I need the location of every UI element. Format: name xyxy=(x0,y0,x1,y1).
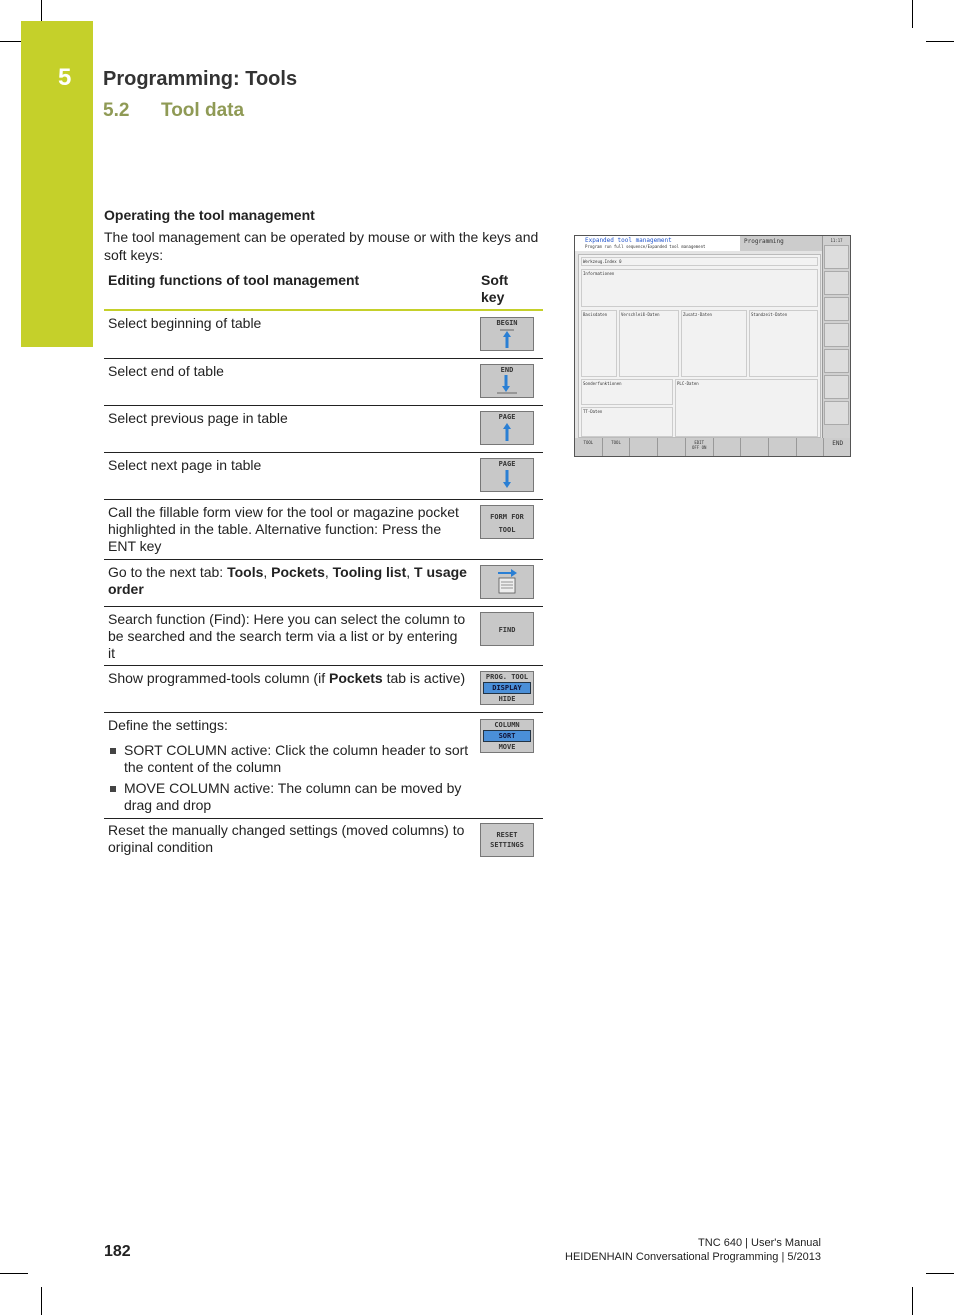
softkey-label: MOVE xyxy=(498,743,516,751)
horizontal-softkeys xyxy=(575,438,851,456)
crop-mark xyxy=(926,1273,954,1274)
table-row xyxy=(104,607,543,666)
row-text: Select previous page in table xyxy=(108,410,288,426)
column-sort-move-softkey xyxy=(480,719,534,753)
begin-softkey xyxy=(480,317,534,351)
softkey-label: SETTINGS xyxy=(490,841,524,849)
arrow-down-to-line-icon xyxy=(496,375,518,395)
header-softkey: Soft key xyxy=(481,272,509,305)
chapter-title: Programming: Tools xyxy=(103,68,298,90)
bullet-item: SORT COLUMN active: Click the column header to sort the content of the column xyxy=(108,742,478,776)
row-text: Call the fillable form view for the tool or magazine pocket highlighted in the table. Alternative function: Press the ENT key xyxy=(108,504,459,554)
sep: , xyxy=(263,564,272,580)
screen-title: Expanded tool management xyxy=(585,237,672,244)
page-up-softkey xyxy=(480,411,534,445)
table-row xyxy=(104,819,543,863)
group-special: Sonderfunktionen xyxy=(581,379,673,405)
footer-line: HEIDENHAIN Conversational Programming | 5/2013 xyxy=(565,1251,821,1263)
softkey-label: HIDE xyxy=(498,695,516,703)
section-number: 5.2 xyxy=(103,100,130,121)
header-function: Editing functions of tool management xyxy=(108,272,360,288)
text: Define the settings: xyxy=(108,717,228,733)
bullet-list xyxy=(108,742,478,814)
chapter-tab xyxy=(21,21,93,347)
crop-mark xyxy=(912,1287,913,1315)
find-softkey xyxy=(480,612,534,646)
bullet-item: MOVE COLUMN active: The column can be moved by drag and drop xyxy=(108,780,478,814)
tab-pockets: Pockets xyxy=(271,564,325,580)
table-row xyxy=(104,359,543,406)
group-tt: TT-Daten xyxy=(581,407,673,437)
section-name: Tool data xyxy=(161,100,245,121)
tab-pockets: Pockets xyxy=(328,670,383,686)
softkey-label-active: SORT xyxy=(483,730,531,742)
footer-info xyxy=(565,1236,821,1264)
tnc-screenshot xyxy=(574,235,851,457)
softkey-table xyxy=(104,270,543,863)
softkey-label: TOOL xyxy=(498,526,516,534)
end-softkey: END xyxy=(824,438,851,456)
softkey-label-active: DISPLAY xyxy=(483,682,531,694)
crop-mark xyxy=(912,0,913,28)
tool-form xyxy=(578,254,821,438)
softkey-label: RESET xyxy=(496,831,518,839)
softkey-label: COLUMN xyxy=(494,721,520,729)
row-text: Reset the manually changed settings (moved columns) to original condition xyxy=(108,822,465,855)
softkey-label: FORM FOR xyxy=(490,513,524,521)
table-row xyxy=(104,713,543,819)
footer-line: TNC 640 | User's Manual xyxy=(698,1237,821,1249)
intro-text: The tool management can be operated by mouse or with the keys and soft keys: xyxy=(104,229,539,263)
section-title xyxy=(103,100,244,122)
crop-mark xyxy=(926,41,954,42)
mode-indicator: Programming xyxy=(740,236,822,251)
tab-tools: Tools xyxy=(227,564,264,580)
crop-mark xyxy=(41,1287,42,1315)
crop-mark xyxy=(0,1273,28,1274)
text: Show programmed-tools column (if xyxy=(108,670,329,686)
screen-subtitle: Program run full sequence/Expanded tool management xyxy=(585,244,706,249)
page-number: 182 xyxy=(104,1243,131,1260)
softkey-label: BEGIN xyxy=(496,319,518,327)
softkey: TOOL xyxy=(575,438,603,456)
chapter-number: 5 xyxy=(58,64,72,91)
screen-titlebar xyxy=(575,236,740,251)
page-down-softkey xyxy=(480,458,534,492)
group-basic: Basisdaten xyxy=(581,310,617,377)
group-life: Standzeit-Daten xyxy=(749,310,818,377)
softkey: TOOL xyxy=(603,438,631,456)
table-row xyxy=(104,666,543,713)
text: Go to the next tab: xyxy=(108,564,228,580)
arrow-down-icon xyxy=(497,469,517,489)
form-for-tool-softkey xyxy=(480,505,534,539)
softkey-label: FIND xyxy=(498,626,516,634)
row-text xyxy=(108,670,468,687)
row-text xyxy=(108,564,468,598)
group-info: Informationen xyxy=(581,269,818,307)
next-tab-softkey xyxy=(480,565,534,599)
row-text: Select beginning of table xyxy=(108,315,262,331)
group-plc: PLC-Daten xyxy=(675,379,818,437)
row-text: Select next page in table xyxy=(108,457,262,473)
arrow-up-to-line-icon xyxy=(497,328,517,348)
prog-tool-display-softkey xyxy=(480,671,534,705)
vertical-softkeys xyxy=(822,236,850,457)
crop-mark xyxy=(0,41,21,42)
row-text: Search function (Find): Here you can select the column to be searched and the search term via a list or by entering it xyxy=(108,611,466,661)
text: tab is active) xyxy=(382,670,466,686)
table-row xyxy=(104,311,543,359)
softkey-label: END xyxy=(500,366,514,374)
table-header xyxy=(104,270,543,311)
arrow-up-icon xyxy=(497,422,517,442)
table-row xyxy=(104,406,543,453)
softkey-label: EDIT xyxy=(694,440,704,445)
tab-tooling-list: Tooling list xyxy=(332,564,407,580)
tab-t-usage-order: T usage order xyxy=(108,564,467,597)
section-heading: Operating the tool management xyxy=(104,207,315,223)
end-softkey xyxy=(480,364,534,398)
softkey-label: PAGE xyxy=(498,413,516,421)
row-text xyxy=(108,717,478,818)
sep: , xyxy=(406,564,415,580)
table-row xyxy=(104,560,543,607)
sep: , xyxy=(324,564,333,580)
group-extra: Zusatz-Daten xyxy=(681,310,747,377)
tool-path: Werkzeug.Index 0 xyxy=(581,257,818,266)
table-row xyxy=(104,500,543,560)
softkey-label: PAGE xyxy=(498,460,516,468)
edit-softkey xyxy=(686,438,714,456)
reset-settings-softkey xyxy=(480,823,534,857)
row-text: Select end of table xyxy=(108,363,224,379)
clock: 11:17 xyxy=(830,238,843,243)
next-tab-icon xyxy=(492,566,522,596)
softkey-label: PROG. TOOL xyxy=(485,673,529,681)
group-wear: Verschleiß-Daten xyxy=(619,310,679,377)
crop-mark xyxy=(41,0,42,21)
table-row xyxy=(104,453,543,500)
edit-state: OFF ON xyxy=(691,445,707,450)
